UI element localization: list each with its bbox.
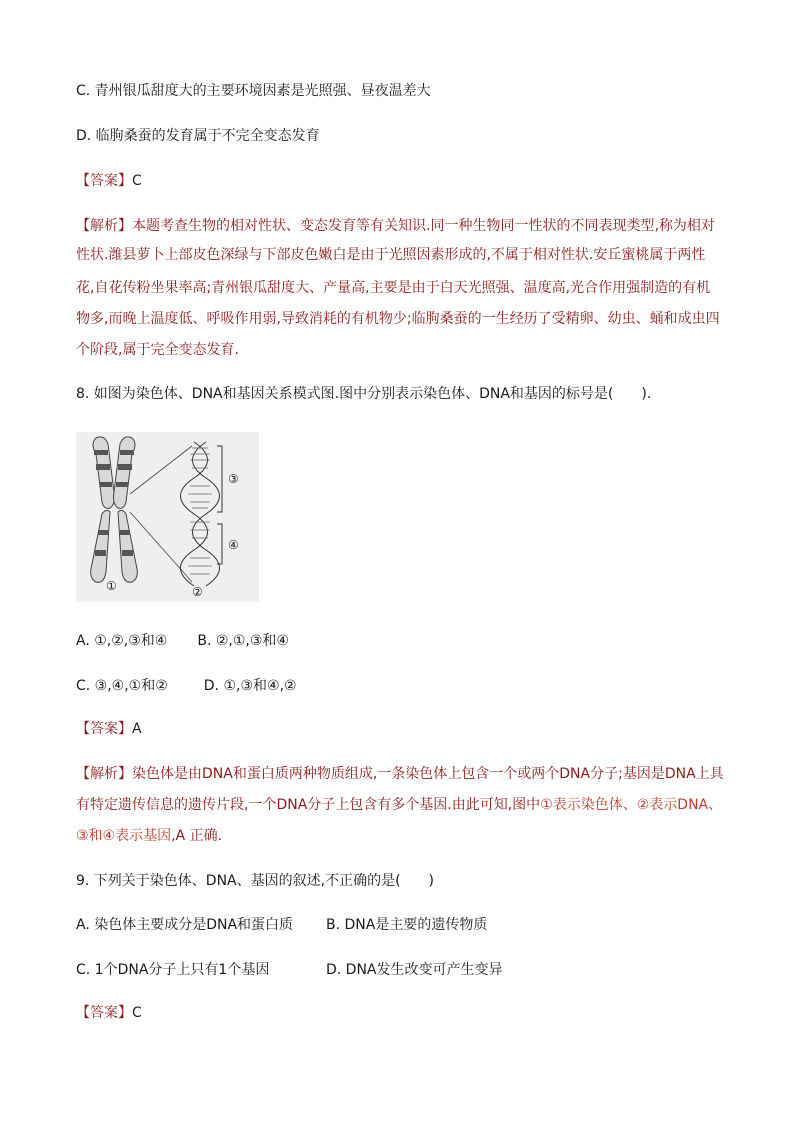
q8-explanation-line-3 [76,826,222,846]
figure-label-3: ③ [228,472,239,486]
q8-options-cd [76,676,297,696]
q7-explanation-line-4: 物多,而晚上温度低、呼吸作用弱,导致消耗的有机物少;临朐桑蚕的一生经历了受精卵、幼虫、蛹和成虫四 [76,311,720,327]
explanation-highlight: ③和④表示基因 [76,828,172,844]
explanation-highlight: ①表示染色体、②表示DNA、 [540,797,723,813]
explanation-text: 本题考查生物的相对性状、变态发育等有关知识.同一种生物同一性状的不同表现类型,称为相对 [132,218,715,234]
figure-label-2: ② [192,585,203,599]
q8-option-c: C. ③,④,①和② [76,678,168,694]
figure-label-1: ① [106,579,117,593]
answer-label: 【答案】 [76,173,132,189]
q9-options-ab [76,915,487,935]
q9-options-cd [76,960,503,980]
explanation-text: 染色体是由DNA和蛋白质两种物质组成,一条染色体上包含一个或两个DNA分子;基因是DNA上具 [132,766,724,782]
q7-explanation-line-1 [76,216,715,236]
explanation-label: 【解析】 [76,218,132,234]
answer-value: C [132,1005,142,1021]
answer-value: C [132,173,142,189]
answer-value: A [132,721,142,737]
connector-line-top [130,446,192,494]
explanation-label: 【解析】 [76,766,132,782]
bracket-gene-4 [217,524,222,564]
q7-option-d: D. 临朐桑蚕的发育属于不完全变态发育 [76,128,320,144]
q9-stem: 9. 下列关于染色体、DNA、基因的叙述,不正确的是( ) [76,873,435,889]
q8-options-ab [76,631,289,651]
q9-option-d: D. DNA发生改变可产生变异 [326,962,503,978]
dna-helix [181,442,220,586]
q8-option-b: B. ②,①,③和④ [197,633,289,649]
q7-answer [76,171,142,191]
q7-option-c: C. 青州银瓜甜度大的主要环境因素是光照强、昼夜温差大 [76,83,431,99]
answer-label: 【答案】 [76,1005,132,1021]
explanation-text: 有特定遗传信息的遗传片段,一个DNA分子上包含有多个基因.由此可知,图中 [76,797,541,813]
q7-explanation-line-2: 性状.潍县萝卜上部皮色深绿与下部皮色嫩白是由于光照因素形成的,不属于相对性状.安丘蜜桃属于两性 [76,247,706,263]
q8-answer [76,719,142,739]
q8-option-d: D. ①,③和④,② [203,678,297,694]
figure-label-4: ④ [228,538,239,552]
answer-label: 【答案】 [76,721,132,737]
q8-explanation-line-2 [76,795,722,815]
diagram-svg [76,432,259,602]
chromosome-dna-gene-diagram [76,432,259,602]
q8-stem: 8. 如图为染色体、DNA和基因关系模式图.图中分别表示染色体、DNA和基因的标号是( ). [76,386,652,402]
q7-explanation-line-5: 个阶段,属于完全变态发育. [76,342,239,358]
q9-option-a: A. 染色体主要成分是DNA和蛋白质 [76,917,294,933]
q9-option-b: B. DNA是主要的遗传物质 [326,917,488,933]
q7-explanation-line-3: 花,自花传粉坐果率高;青州银瓜甜度大、产量高,主要是由于白天光照强、温度高,光合作用强制造的有机 [76,280,711,296]
q8-explanation-line-1 [76,764,724,784]
chromosome [91,437,138,582]
q9-option-c: C. 1个DNA分子上只有1个基因 [76,962,270,978]
q8-option-a: A. ①,②,③和④ [76,633,168,649]
explanation-text: ,A 正确. [171,828,223,844]
q9-answer [76,1003,142,1023]
connector-line-bottom [130,512,192,582]
